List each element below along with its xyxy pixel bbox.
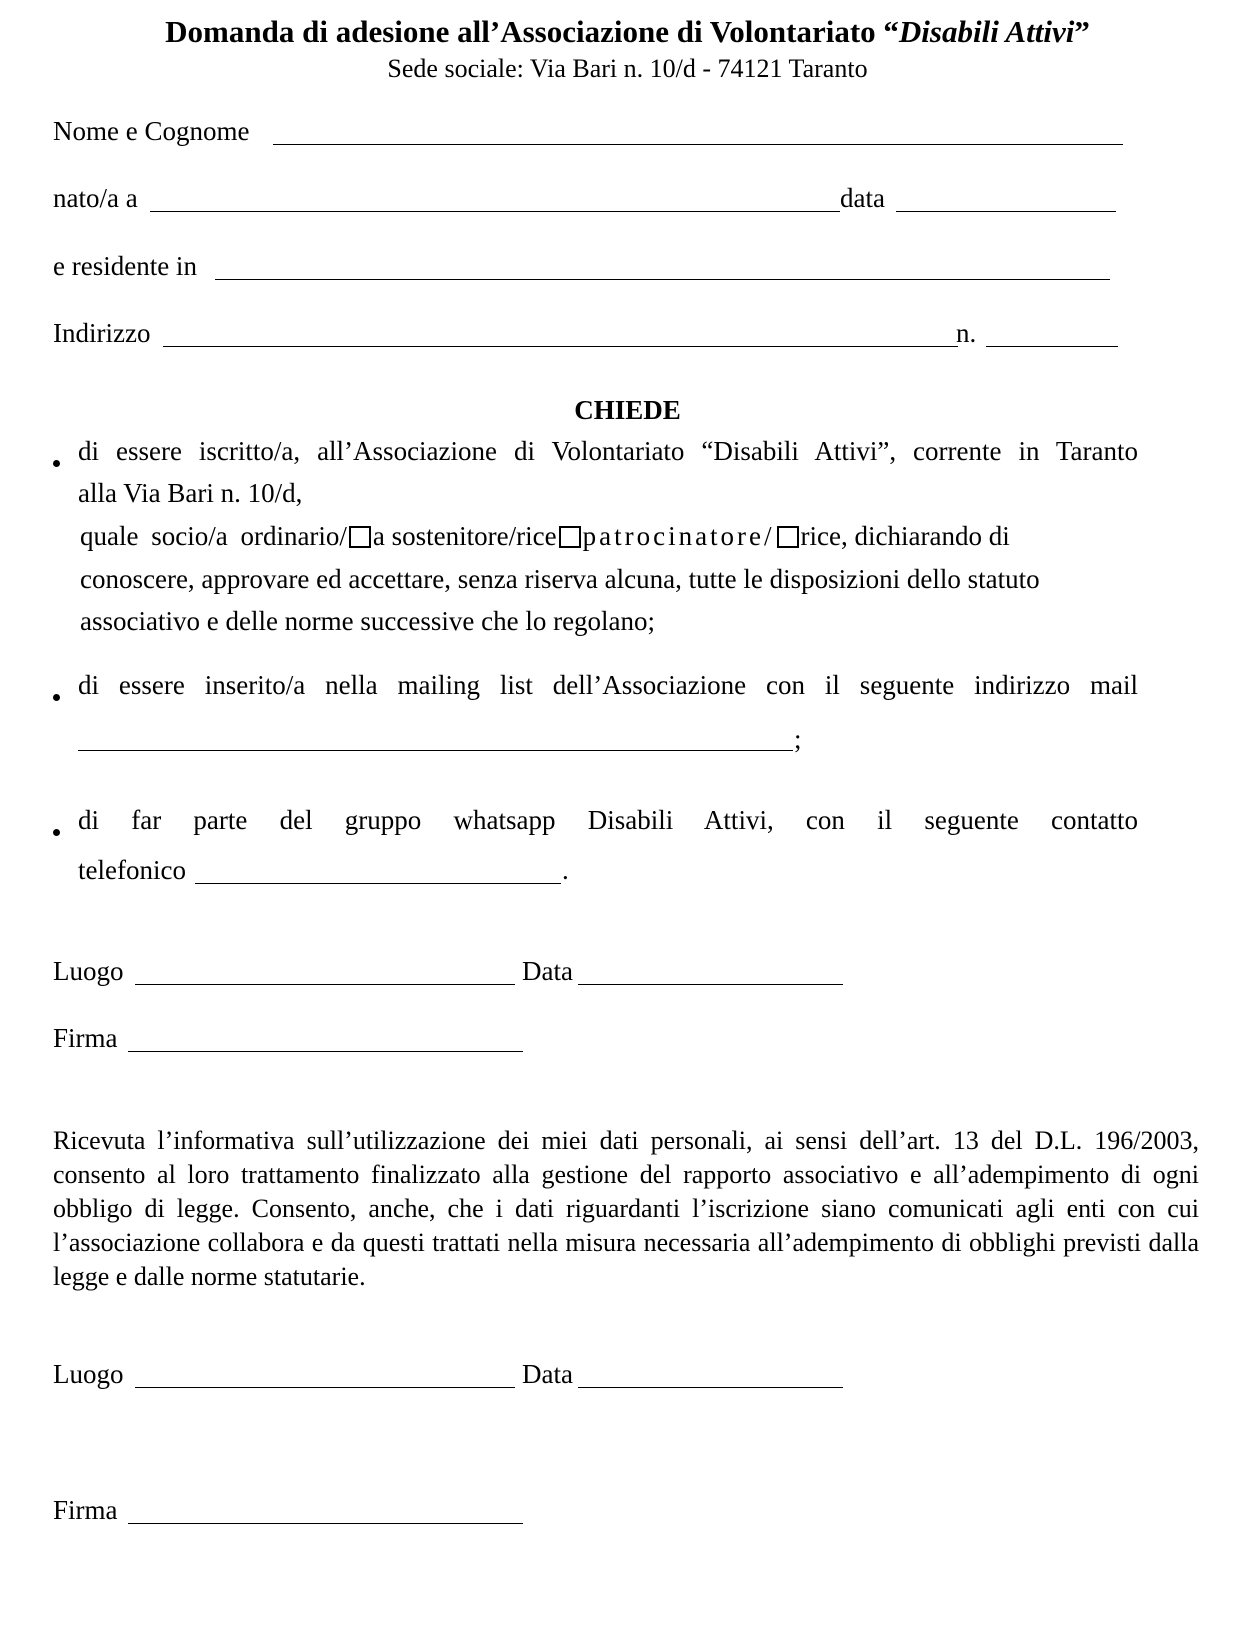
birthplace-field[interactable] <box>150 211 840 212</box>
member-ordinary-label: quale socio/a ordinario/ <box>80 521 347 551</box>
signature-field-2[interactable] <box>128 1523 523 1524</box>
address-label: Indirizzo <box>53 318 151 348</box>
privacy-consent-text: Ricevuta l’informativa sull’utilizzazione dei miei dati personali, ai sensi dell’art. 13 del D.L. 196/2003, consento al loro trattamento finalizzato alla gestione del rapporto associativo e all’adempimento di ogni obbligo di legge. Consento, anche, che i dati riguardanti l’iscrizione siano comunicati agli enti con cui l’associazione collabora e da questi trattati nella misura necessaria all’adempimento di obblighi previsti dalla legge e dalle norme statutarie. <box>53 1126 1199 1291</box>
name-field[interactable] <box>273 144 1123 145</box>
place-field-1[interactable] <box>135 984 515 985</box>
page-title <box>0 14 1255 50</box>
date-field-1[interactable] <box>578 984 843 985</box>
title-close-quote: ” <box>1074 14 1090 49</box>
title-text: Domanda di adesione all’Associazione di Volontariato “ <box>165 14 899 49</box>
birthplace-label: nato/a a <box>53 183 138 213</box>
bullet3-end: . <box>562 855 569 885</box>
signature-field-1[interactable] <box>128 1051 523 1052</box>
number-field[interactable] <box>986 346 1118 347</box>
bullet-icon <box>53 829 60 836</box>
bullet1-line2: alla Via Bari n. 10/d, <box>78 478 303 508</box>
member-supporter-label: a sostenitore/rice <box>372 521 557 551</box>
residence-label: e residente in <box>53 251 197 281</box>
residence-field[interactable] <box>215 279 1110 280</box>
signature-label-2: Firma <box>53 1495 118 1525</box>
checkbox-supporter[interactable] <box>559 526 581 548</box>
request-heading: CHIEDE <box>574 395 681 425</box>
checkbox-patron[interactable] <box>777 526 799 548</box>
bullet1-line5: associativo e delle norme successive che lo regolano; <box>80 606 656 636</box>
bullet3-line1: di far parte del gruppo whatsapp Disabili Attivi, con il seguente contatto <box>78 805 1138 835</box>
place-label-2: Luogo <box>53 1359 124 1389</box>
bullet1-line1: di essere iscritto/a, all’Associazione di Volontariato “Disabili Attivi”, corrente in Taranto <box>78 436 1138 466</box>
address-field[interactable] <box>163 346 958 347</box>
email-field[interactable] <box>78 750 793 751</box>
number-label: n. <box>956 318 977 348</box>
bullet2-line1: di essere inserito/a nella mailing list dell’Associazione con il seguente indirizzo mail <box>78 670 1138 700</box>
bullet-icon <box>53 694 60 701</box>
date-field-2[interactable] <box>578 1387 843 1388</box>
page-subtitle: Sede sociale: Via Bari n. 10/d - 74121 Taranto <box>387 54 868 83</box>
place-field-2[interactable] <box>135 1387 515 1388</box>
phone-field[interactable] <box>195 883 561 884</box>
bullet3-line2: telefonico <box>78 855 186 885</box>
bullet2-end: ; <box>794 724 802 754</box>
checkbox-ordinary[interactable] <box>349 526 371 548</box>
birthdate-label: data <box>840 183 885 213</box>
bullet1-line3-end: rice, dichiarando di <box>800 521 1010 551</box>
bullet1-line4: conoscere, approvare ed accettare, senza riserva alcuna, tutte le disposizioni dello statuto <box>80 564 1040 594</box>
title-association-name: Disabili Attivi <box>898 14 1075 49</box>
bullet-icon <box>53 460 60 467</box>
date-label-2: Data <box>522 1359 573 1389</box>
place-label-1: Luogo <box>53 956 124 986</box>
name-label: Nome e Cognome <box>53 116 250 146</box>
bullet1-line3 <box>80 521 1010 552</box>
date-label-1: Data <box>522 956 573 986</box>
birthdate-field[interactable] <box>896 211 1116 212</box>
member-patron-label: patrocinatore/ <box>582 521 775 551</box>
signature-label-1: Firma <box>53 1023 118 1053</box>
